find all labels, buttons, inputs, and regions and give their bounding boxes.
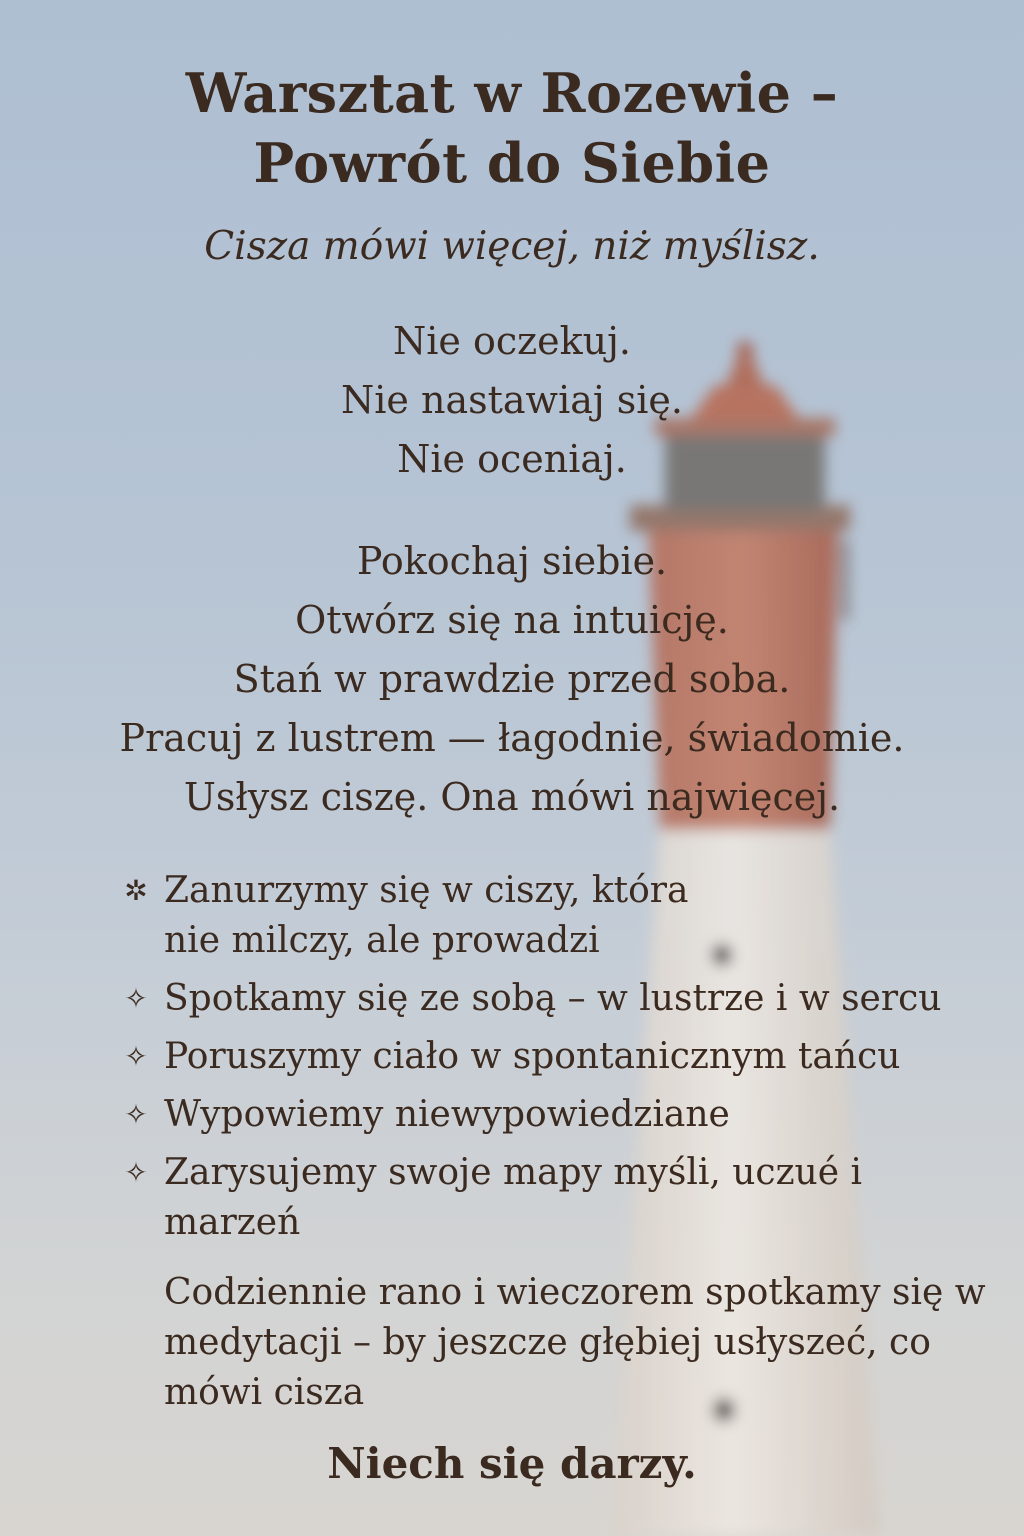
affirmation-line: Usłysz ciszę. Ona mówi najwięcej. [183, 775, 841, 819]
affirmation-line: Otwórz się na intuicję. [295, 598, 729, 642]
feature-text: Spotkamy się ze sobą – w lustrze i w sercu [164, 978, 942, 1019]
star-outline-icon: ✧ [124, 1040, 148, 1073]
affirmation-line: Pracuj z lustrem — łagodnie, świadomie. [119, 716, 905, 760]
star-outline-icon: ✧ [124, 1098, 148, 1131]
intro-line: Nie oceniaj. [397, 437, 627, 481]
closing-line: Niech się darzy. [327, 1439, 697, 1488]
title-line-1: Warsztat w Rozewie – [185, 61, 839, 125]
intro-line: Nie nastawiaj się. [341, 378, 683, 422]
feature-text: Poruszymy ciało w spontanicznym tańcu [164, 1036, 901, 1077]
feature-text: Zanurzymy się w ciszy, która nie milczy, ale prowadzi [164, 870, 689, 961]
daily-meditation-note: Codziennie rano i wieczorem spotkamy się w medytacji – by jeszcze głębiej usłyszeć, co mówi cisza [164, 1272, 986, 1413]
title-line-2: Powrót do Siebie [253, 131, 771, 195]
feature-item [118, 1032, 998, 1082]
poster-title [0, 58, 1024, 198]
affirmation-line: Stań w prawdzie przed soba. [233, 657, 791, 701]
feature-text: Zarysujemy swoje mapy myśli, uczué i marzeń [164, 1152, 862, 1243]
affirmation-line: Pokochaj siebie. [356, 539, 668, 583]
feature-item [118, 974, 998, 1024]
feature-item [118, 1148, 924, 1248]
intro-line: Nie oczekuj. [392, 319, 631, 363]
affirmation-block [0, 532, 1024, 827]
intro-block [0, 312, 1024, 489]
feature-text: Wypowiemy niewypowiedziane [164, 1094, 730, 1135]
feature-item [118, 866, 724, 966]
feature-list [118, 866, 998, 1256]
feature-item [118, 1090, 998, 1140]
poster-subtitle: Cisza mówi więcej, niż myślisz. [204, 224, 820, 269]
sparkle-icon: ✲ [124, 874, 148, 907]
star-outline-icon: ✧ [124, 982, 148, 1015]
star-outline-icon: ✧ [124, 1156, 148, 1189]
